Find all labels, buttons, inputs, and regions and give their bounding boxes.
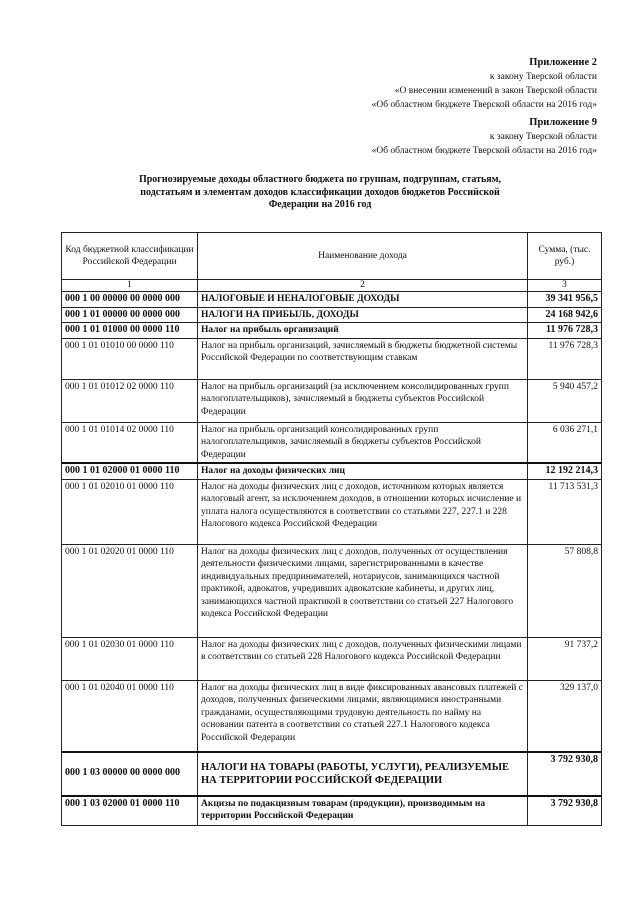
row-sum: 24 168 942,6 [528, 307, 602, 323]
row-sum: 329 137,0 [528, 680, 602, 752]
annex-9-title: Приложение 9 [529, 117, 597, 128]
row-name: Налог на прибыль организаций консолидированных групп налогоплательщиков, зачисляемый в бюджеты субъектов Российской Федерации [198, 422, 528, 463]
row-sum: 3 792 930,8 [528, 752, 602, 796]
row-name: Налог на доходы физических лиц с доходов, полученных от осуществления деятельности физическими лицами, зарегистрированными в качестве индивидуальных предпринимателей, нотариусов, занимающихся частной практикой, адвокатов, учредивших адвокатские кабинеты, и других лиц, занимающихся частной практикой в соответствии со статьей 227 Налогового кодекса Российской Федерации [198, 544, 528, 637]
table-row [62, 752, 602, 796]
row-sum: 57 808,8 [528, 544, 602, 637]
table-row [62, 323, 602, 339]
table-row [62, 338, 602, 379]
table-row [62, 292, 602, 308]
annex-2-line: к закону Тверской области [489, 72, 597, 82]
row-name: Налог на прибыль организаций, зачисляемый в бюджеты бюджетной системы Российской Федерации по соответствующим ставкам [198, 338, 528, 379]
annex-2-header [372, 56, 597, 112]
row-name: НАЛОГИ НА ТОВАРЫ (РАБОТЫ, УСЛУГИ), РЕАЛИЗУЕМЫЕ НА ТЕРРИТОРИИ РОССИЙСКОЙ ФЕДЕРАЦИИ [198, 752, 528, 796]
table-row [62, 307, 602, 323]
table-row [62, 422, 602, 463]
column-number: 1 [62, 280, 198, 292]
table-row [62, 379, 602, 422]
row-name: НАЛОГИ НА ПРИБЫЛЬ, ДОХОДЫ [198, 307, 528, 323]
row-sum: 11 713 531,3 [528, 479, 602, 544]
column-number: 3 [528, 280, 602, 292]
row-code: 000 1 01 01014 02 0000 110 [62, 422, 198, 463]
row-code: 000 1 01 02000 01 0000 110 [62, 463, 198, 479]
row-sum: 12 192 214,3 [528, 463, 602, 479]
row-code: 000 1 01 02040 01 0000 110 [62, 680, 198, 752]
revenue-table [61, 232, 602, 826]
row-code: 000 1 01 00000 00 0000 000 [62, 307, 198, 323]
row-code: 000 1 01 01010 00 0000 110 [62, 338, 198, 379]
row-code: 000 1 01 02030 01 0000 110 [62, 637, 198, 680]
row-name: Налог на доходы физических лиц с доходов, полученных физическими лицами в соответствии со статьей 228 Налогового кодекса Российской Федерации [198, 637, 528, 680]
row-sum: 39 341 956,5 [528, 292, 602, 308]
annex-2-title: Приложение 2 [529, 57, 597, 68]
row-sum: 6 036 271,1 [528, 422, 602, 463]
row-code: 000 1 01 02020 01 0000 110 [62, 544, 198, 637]
header-code: Код бюджетной классификации Российской Федерации [62, 233, 198, 280]
row-code: 000 1 03 00000 00 0000 000 [62, 752, 198, 796]
row-code: 000 1 01 01012 02 0000 110 [62, 379, 198, 422]
table-row [62, 479, 602, 544]
row-code: 000 1 01 02010 01 0000 110 [62, 479, 198, 544]
table-row [62, 796, 602, 826]
annex-2-line: «О внесении изменений в закон Тверской области [394, 86, 597, 96]
row-name: Налог на прибыль организаций (за исключением консолидированных групп налогоплательщиков), зачисляемый в бюджеты субъектов Российской Федерации [198, 379, 528, 422]
column-number: 2 [198, 280, 528, 292]
table-row [62, 680, 602, 752]
header-sum: Сумма, (тыс. руб.) [528, 233, 602, 280]
row-sum: 11 976 728,3 [528, 338, 602, 379]
row-sum: 5 940 457,2 [528, 379, 602, 422]
row-sum: 11 976 728,3 [528, 323, 602, 339]
row-name: Налог на прибыль организаций [198, 323, 528, 339]
row-code: 000 1 01 01000 00 0000 110 [62, 323, 198, 339]
header-name: Наименование дохода [198, 233, 528, 280]
row-name: Налог на доходы физических лиц в виде фиксированных авансовых платежей с доходов, полученных физическими лицами, являющимися иностранными гражданами, осуществляющими трудовую деятельность по найму на основании патента в соответствии со статьей 227.1 Налогового кодекса Российской Федерации [198, 680, 528, 752]
document-title: Прогнозируемые доходы областного бюджета по группам, подгруппам, статьям, подстатьям и элементам доходов классификации доходов бюджетов Российской Федерации на 2016 год [138, 174, 502, 210]
row-name: Налог на доходы физических лиц [198, 463, 528, 479]
row-name: НАЛОГОВЫЕ И НЕНАЛОГОВЫЕ ДОХОДЫ [198, 292, 528, 308]
annex-9-header [372, 116, 597, 158]
table-row [62, 463, 602, 479]
row-code: 000 1 03 02000 01 0000 110 [62, 796, 198, 826]
row-name: Налог на доходы физических лиц с доходов, источником которых является налоговый агент, за исключением доходов, в отношении которых исчисление и уплата налога осуществляются в соответствии со статьями 227, 227.1 и 228 Налогового кодекса Российской Федерации [198, 479, 528, 544]
row-code: 000 1 00 00000 00 0000 000 [62, 292, 198, 308]
row-sum: 3 792 930,8 [528, 796, 602, 826]
annex-2-line: «Об областном бюджете Тверской области на 2016 год» [371, 100, 597, 110]
row-name: Акцизы по подакцизным товарам (продукции), производимым на территории Российской Федерации [198, 796, 528, 826]
annex-9-line: «Об областном бюджете Тверской области на 2016 год» [371, 146, 597, 156]
table-row [62, 637, 602, 680]
table-row [62, 544, 602, 637]
row-sum: 91 737,2 [528, 637, 602, 680]
annex-9-line: к закону Тверской области [489, 132, 597, 142]
